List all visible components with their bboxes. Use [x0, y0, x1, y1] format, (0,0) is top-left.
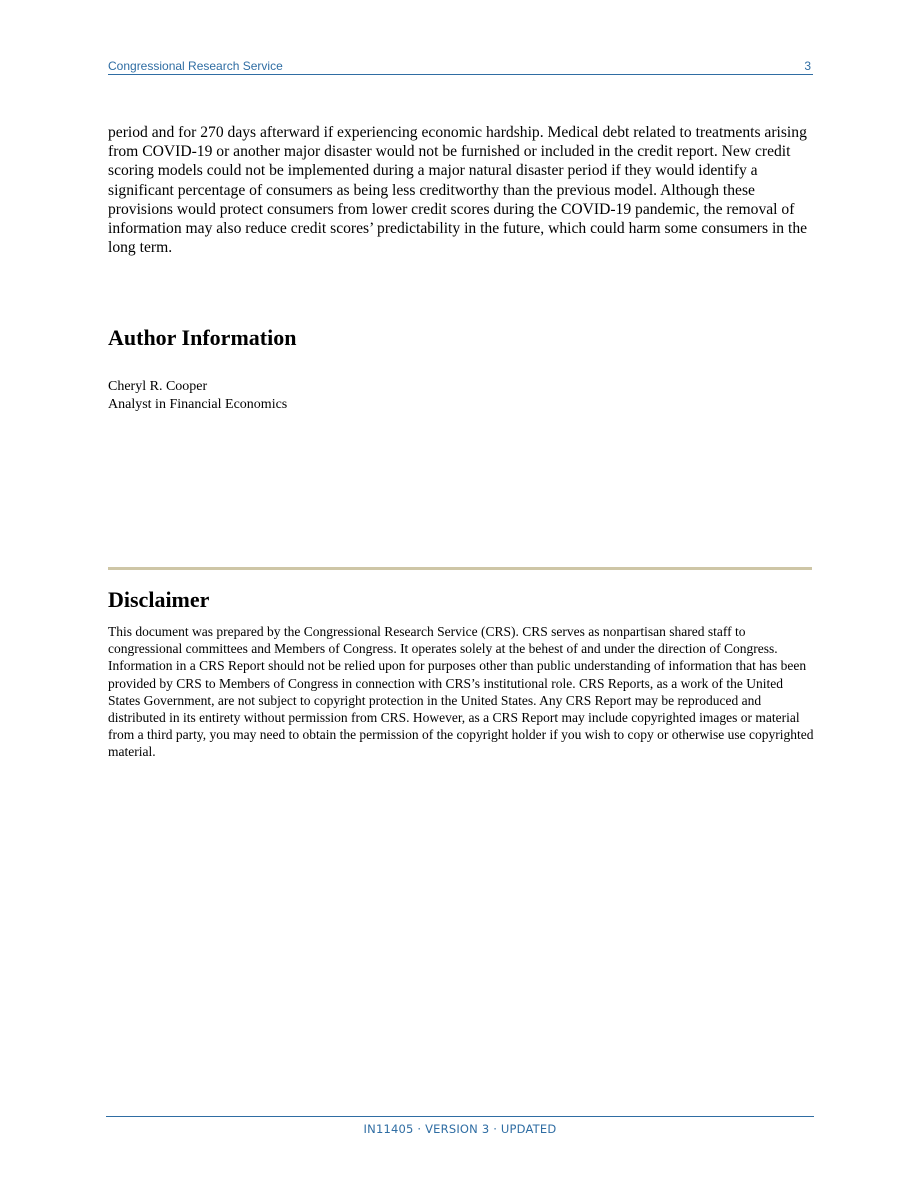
- author-block: [108, 378, 287, 413]
- body-paragraph: period and for 270 days afterward if experiencing economic hardship. Medical debt related to treatments arising from COVID-19 or another major disaster would not be furnished or included in the credit report. New credit scoring models could not be implemented during a major natural disaster period if they would identify a significant percentage of consumers as being less creditworthy than the previous model. Although these provisions would protect consumers from lower credit scores during the COVID-19 pandemic, the removal of information may also reduce credit scores’ predictability in the future, which could harm some consumers in the long term.: [108, 124, 808, 257]
- disclaimer-text: This document was prepared by the Congressional Research Service (CRS). CRS serves as nonpartisan shared staff to congressional committees and Members of Congress. It operates solely at the behest of and under the direction of Congress. Information in a CRS Report should not be relied upon for purposes other than public understanding of information that has been provided by CRS to Members of Congress in connection with CRS’s institutional role. CRS Reports, as a work of the United States Government, are not subject to copyright protection in the United States. Any CRS Report may be reproduced and distributed in its entirety without permission from CRS. However, as a CRS Report may include copyrighted images or material from a third party, you may need to obtain the permission of the copyright holder if you wish to copy or otherwise use copyrighted material.: [108, 624, 814, 760]
- page-footer: [106, 1116, 814, 1136]
- author-name: Cheryl R. Cooper: [108, 379, 208, 394]
- header-page-number: 3: [804, 59, 811, 73]
- header-org-name: Congressional Research Service: [108, 59, 283, 73]
- author-title: Analyst in Financial Economics: [108, 396, 288, 412]
- author-heading: Author Information: [108, 325, 297, 350]
- footer-doc-id: IN11405 · VERSION 3 · UPDATED: [363, 1122, 557, 1136]
- page-header: [108, 58, 813, 75]
- section-divider: [108, 567, 812, 570]
- disclaimer-heading: Disclaimer: [108, 587, 210, 612]
